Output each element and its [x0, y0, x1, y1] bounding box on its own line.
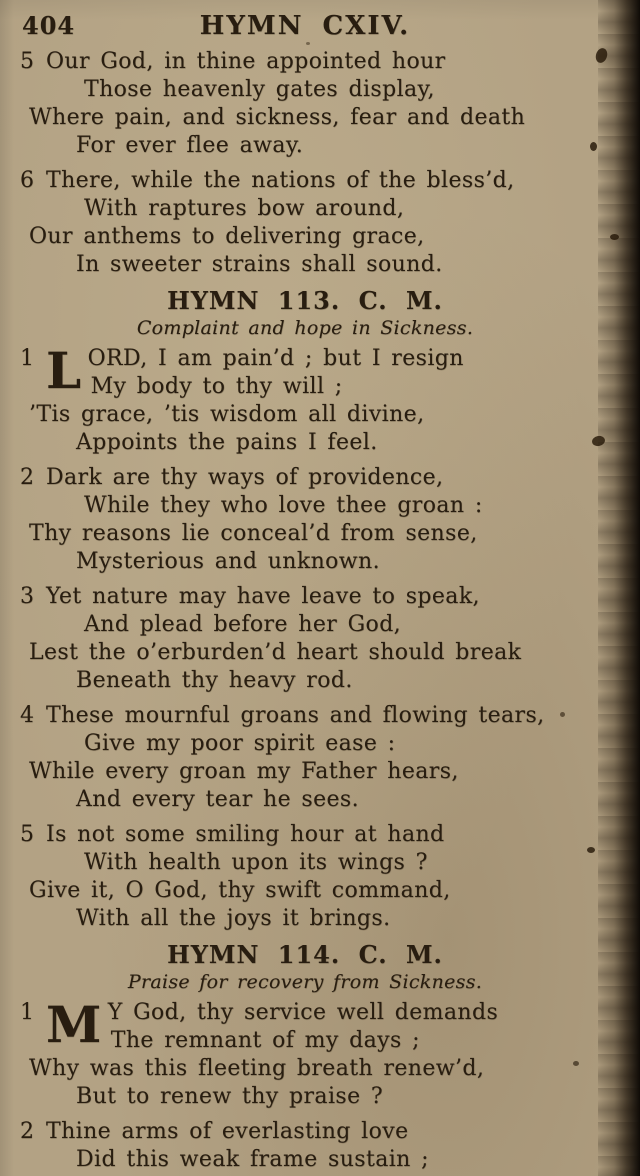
verse-number: 5	[20, 822, 35, 847]
verse-line: While every groan my Father hears,	[29, 759, 459, 784]
verse	[20, 995, 590, 1111]
verse-line: Thy reasons lie conceal’d from sense,	[29, 521, 478, 546]
verse-line: But to renew thy praise ?	[76, 1084, 384, 1109]
hymn-subtitle: Praise for recovery from Sickness.	[127, 971, 483, 993]
ink-speck	[560, 712, 565, 717]
page-header	[20, 10, 590, 44]
verse-line: Give my poor spirit ease :	[84, 731, 396, 756]
verse-line: Give it, O God, thy swift command,	[29, 878, 451, 903]
verse-line: Those heavenly gates display,	[84, 77, 435, 102]
drop-cap: L	[46, 341, 82, 400]
verse-line: Yet nature may have leave to speak,	[46, 584, 480, 609]
verse-line: Appoints the pains I feel.	[76, 430, 378, 455]
verse-number: 2	[20, 465, 35, 490]
section-hymn-114	[20, 940, 590, 1174]
ink-speck	[306, 42, 310, 45]
ink-speck	[590, 142, 597, 151]
ink-speck	[594, 47, 609, 65]
verse	[20, 167, 590, 279]
page-number: 404	[22, 11, 76, 40]
ink-speck	[587, 847, 595, 853]
verse	[20, 702, 590, 814]
verse-line: And plead before her God,	[84, 612, 402, 637]
verse	[20, 464, 590, 576]
verse-line: Lest the o’erburden’d heart should break	[29, 640, 522, 665]
verse	[20, 1118, 590, 1174]
verse-line: Dark are thy ways of providence,	[46, 465, 444, 490]
verse-line: With all the joys it brings.	[76, 906, 391, 931]
verse-line: With health upon its wings ?	[84, 850, 428, 875]
section-continued-hymn	[20, 48, 590, 279]
verse-number: 2	[20, 1119, 35, 1144]
verse-line: My body to thy will ;	[90, 374, 343, 399]
verse-line: Y God, thy service well demands	[107, 1000, 499, 1025]
verse-line: Thine arms of everlasting love	[46, 1119, 409, 1144]
verse-number: 5	[20, 49, 35, 74]
verse-line: The remnant of my days ;	[110, 1028, 420, 1053]
drop-cap: M	[46, 995, 102, 1054]
verse-line: Why was this fleeting breath renew’d,	[29, 1056, 485, 1081]
verse-number: 1	[20, 346, 35, 371]
verse-line: Did this weak frame sustain ;	[76, 1147, 429, 1172]
ink-speck	[591, 435, 606, 447]
hymn-title: HYMN 113. C. M.	[167, 286, 443, 315]
verse	[20, 48, 590, 160]
verse-line: There, while the nations of the bless’d,	[46, 168, 515, 193]
verse-line: For ever flee away.	[76, 133, 304, 158]
verse-line: Beneath thy heavy rod.	[76, 668, 353, 693]
verse	[20, 821, 590, 933]
verse-line: These mournful groans and flowing tears,	[46, 703, 545, 728]
verse-line: Mysterious and unknown.	[76, 549, 380, 574]
verse-line: Is not some smiling hour at hand	[46, 822, 445, 847]
verse	[20, 341, 590, 457]
ink-speck	[610, 234, 619, 240]
section-hymn-113	[20, 286, 590, 933]
verse-line: Where pain, and sickness, fear and death	[29, 105, 526, 130]
verse-line: In sweeter strains shall sound.	[76, 252, 443, 277]
hymn-subtitle: Complaint and hope in Sickness.	[136, 317, 474, 339]
verse	[20, 583, 590, 695]
binding-shadow	[598, 0, 640, 1176]
verse-line: Our anthems to delivering grace,	[29, 224, 425, 249]
verse-line: And every tear he sees.	[76, 787, 360, 812]
verse-line: With raptures bow around,	[84, 196, 405, 221]
verse-line: ’Tis grace, ’tis wisdom all divine,	[29, 402, 425, 427]
verse-line: ORD, I am pain’d ; but I resign	[87, 346, 464, 371]
verse-number: 4	[20, 703, 35, 728]
verse-line: Our God, in thine appointed hour	[46, 49, 446, 74]
verse-line: While they who love thee groan :	[84, 493, 483, 518]
verse-number: 3	[20, 584, 35, 609]
ink-speck	[573, 1061, 579, 1066]
verse-number: 1	[20, 1000, 35, 1025]
running-title: HYMN CXIV.	[199, 11, 411, 41]
hymn-title: HYMN 114. C. M.	[167, 940, 443, 969]
verse-number: 6	[20, 168, 35, 193]
